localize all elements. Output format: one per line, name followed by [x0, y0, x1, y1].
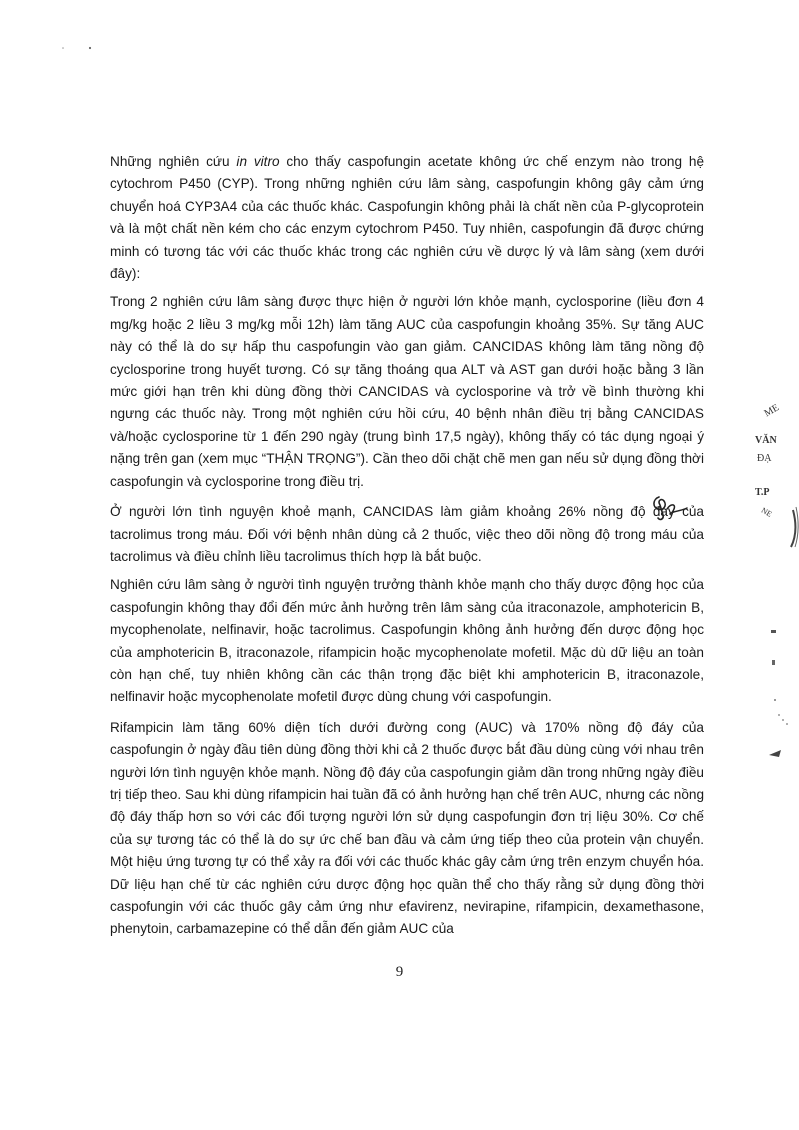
page-number: 9	[395, 964, 404, 980]
paragraph-pharmacokinetics	[110, 574, 704, 708]
paragraph-cyp450	[110, 151, 704, 285]
text-segment: Rifampicin làm tăng 60% diện tích dưới đường cong (AUC) và 170% nồng độ đáy của caspofungin ở ngày đầu tiên dùng đồng thời khi cả 2 thuốc được bắt đầu dùng cùng với nhau trên người lớn tình nguyện khỏe mạnh. Nồng độ đáy của caspofungin giảm dần trong những ngày điều trị tiếp theo. Sau khi dùng rifampicin hai tuần đã có ảnh hưởng hạn chế trên AUC, nhưng các nồng độ đáy thấp hơn so với các đối tượng người lớn sử dụng caspofungin đơn trị liệu 30%. Cơ chế của sự tương tác có thể là do sự ức chế ban đầu và cảm ứng tiếp theo của protein vận chuyển. Một hiệu ứng tương tự có thể xảy ra đối với các thuốc khác gây cảm ứng trên enzym chuyển hóa. Dữ liệu hạn chế từ các nghiên cứu dược động học quần thể cho thấy rằng sử dụng đồng thời caspofungin với các thuốc gây cảm ứng như efavirenz, nevirapine, rifampicin, dexamethasone, phenytoin, carbamazepine có thể dẫn đến giảm AUC của	[110, 719, 704, 937]
stamp-text-3: ĐẠ	[757, 453, 772, 464]
scan-edge-marks	[759, 620, 799, 770]
text-segment-italic: in vitro	[236, 154, 280, 169]
document-body	[110, 151, 704, 950]
stamp-edge-partial	[747, 395, 799, 555]
text-segment: Nghiên cứu lâm sàng ở người tình nguyện trưởng thành khỏe mạnh cho thấy dược động học của caspofungin không thay đổi đến mức ảnh hưởng trên lâm sàng của itraconazole, amphotericin B, mycophenolate, nelfinavir, hoặc tacrolimus. Caspofungin không ảnh hưởng đến dược động học của amphotericin B, itraconazole, rifampicin hoặc mycophenolate mofetil. Mặc dù dữ liệu an toàn còn hạn chế, tuy nhiên không cần các thận trọng đặc biệt khi amphotericin B, itraconazole, nelfinavir hoặc mycophenolate mofetil được dùng chung với caspofungin.	[110, 577, 704, 705]
paragraph-rifampicin	[110, 717, 704, 941]
stamp-text-4: T.P	[755, 487, 770, 498]
handwritten-signature	[649, 493, 691, 523]
text-segment: Những nghiên cứu	[110, 154, 237, 169]
text-segment: Trong 2 nghiên cứu lâm sàng được thực hiện ở người lớn khỏe mạnh, cyclosporine (liều đơn 4 mg/kg hoặc 2 liều 3 mg/kg mỗi 12h) làm tăng AUC của caspofungin khoảng 35%. Sự tăng AUC này có thể là do sự hấp thu caspofungin vào gan giảm. CANCIDAS không làm tăng nồng độ cyclosporine trong huyết tương. Có sự tăng thoáng qua ALT và AST gan dưới hoặc bằng 3 lần mức giới hạn trên khi dùng đồng thời CANCIDAS và cyclosporine và trở về bình thường khi ngưng các thuốc này. Trong một nghiên cứu hồi cứu, 40 bệnh nhân điều trị bằng CANCIDAS và/hoặc cyclosporine từ 1 đến 290 ngày (trung bình 17,5 ngày), không thấy có tác dụng ngoại ý nặng trên gan (xem mục “THẬN TRỌNG”). Cần theo dõi chặt chẽ men gan nếu sử dụng đồng thời caspofungin và cyclosporine trong điều trị.	[110, 294, 704, 489]
text-segment: cho thấy caspofungin acetate không ức chế enzym nào trong hệ cytochrom P450 (CYP). Trong những nghiên cứu lâm sàng, caspofungin không gây cảm ứng chuyển hoá CYP3A4 của các thuốc khác. Caspofungin không phải là chất nền của P-glycoprotein và là một chất nền kém cho các enzym cytochrom P450. Tuy nhiên, caspofungin đã được chứng minh có tương tác với các thuốc khác trong các nghiên cứu về dược lý và lâm sàng (xem dưới đây):	[110, 154, 704, 282]
scan-speck-top	[60, 40, 120, 50]
text-segment: Ở người lớn tình nguyện khoẻ mạnh, CANCIDAS làm giảm khoảng 26% nồng độ đáy của tacrolimus trong máu. Đối với bệnh nhân dùng cả 2 thuốc, việc theo dõi nồng độ trong máu của tacrolimus và điều chỉnh liều tacrolimus thích hợp là bắt buộc.	[110, 504, 704, 564]
paragraph-cyclosporine	[110, 291, 704, 493]
stamp-text-2: VĂN	[755, 435, 777, 446]
stamp-text-1: ME	[762, 402, 782, 420]
paragraph-tacrolimus	[110, 501, 704, 568]
stamp-text-5: NE	[759, 505, 774, 519]
